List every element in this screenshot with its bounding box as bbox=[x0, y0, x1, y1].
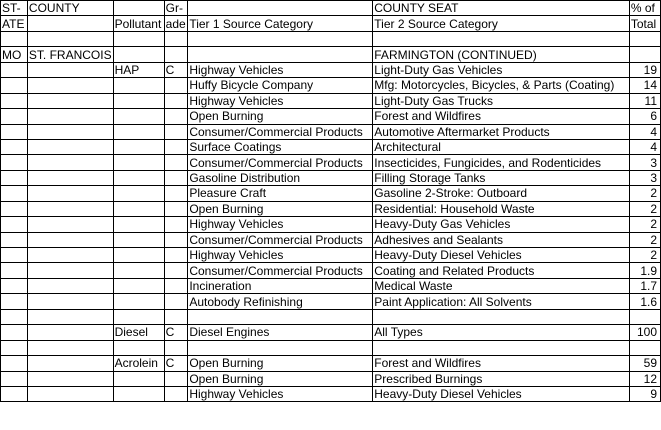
state-cell bbox=[1, 248, 28, 263]
county-cell bbox=[27, 155, 113, 170]
tier1-cell: Open Burning bbox=[188, 109, 373, 124]
tier1-cell: Consumer/Commercial Products bbox=[188, 263, 373, 278]
percent-cell: 2 bbox=[629, 201, 660, 216]
state-cell bbox=[1, 155, 28, 170]
grade-cell bbox=[164, 124, 188, 139]
county-cell bbox=[27, 186, 113, 201]
pollutant-cell bbox=[113, 278, 164, 293]
tier2-cell: Filling Storage Tanks bbox=[373, 170, 630, 185]
state-cell bbox=[1, 340, 28, 355]
tier2-cell bbox=[373, 309, 630, 324]
county-cell bbox=[27, 31, 113, 46]
grade-cell bbox=[164, 309, 188, 324]
tier1-cell bbox=[188, 309, 373, 324]
tier2-cell: Medical Waste bbox=[373, 278, 630, 293]
tier2-cell bbox=[373, 340, 630, 355]
percent-cell: 11 bbox=[629, 93, 660, 108]
county-cell: COUNTY bbox=[27, 1, 113, 16]
pollutant-cell bbox=[113, 155, 164, 170]
percent-cell bbox=[629, 340, 660, 355]
percent-cell: Total bbox=[629, 16, 660, 31]
county-cell bbox=[27, 170, 113, 185]
grade-cell bbox=[164, 31, 188, 46]
tier1-cell: Highway Vehicles bbox=[188, 93, 373, 108]
grade-cell: ade bbox=[164, 16, 188, 31]
pollutant-cell bbox=[113, 93, 164, 108]
tier2-cell: Forest and Wildfires bbox=[373, 356, 630, 371]
state-cell bbox=[1, 78, 28, 93]
county-cell bbox=[27, 78, 113, 93]
pollutant-cell bbox=[113, 139, 164, 154]
table-row bbox=[1, 124, 661, 139]
tier2-cell bbox=[373, 31, 630, 46]
tier2-cell: Gasoline 2-Stroke: Outboard bbox=[373, 186, 630, 201]
county-cell bbox=[27, 232, 113, 247]
tier1-cell: Surface Coatings bbox=[188, 139, 373, 154]
tier1-cell: Autobody Refinishing bbox=[188, 294, 373, 309]
percent-cell: 14 bbox=[629, 78, 660, 93]
county-cell bbox=[27, 294, 113, 309]
state-cell bbox=[1, 278, 28, 293]
percent-cell: 1.6 bbox=[629, 294, 660, 309]
state-cell bbox=[1, 93, 28, 108]
state-cell bbox=[1, 201, 28, 216]
tier2-cell: Mfg: Motorcycles, Bicycles, & Parts (Coating) bbox=[373, 78, 630, 93]
county-cell bbox=[27, 371, 113, 386]
table-row bbox=[1, 309, 661, 324]
pollutant-cell bbox=[113, 294, 164, 309]
percent-cell: 2 bbox=[629, 232, 660, 247]
percent-cell: 4 bbox=[629, 139, 660, 154]
county-cell: ST. FRANCOIS bbox=[28, 47, 112, 62]
tier1-cell: Gasoline Distribution bbox=[188, 170, 373, 185]
table-row bbox=[1, 248, 661, 263]
county-cell bbox=[27, 124, 113, 139]
state-cell bbox=[1, 371, 28, 386]
table-row bbox=[1, 325, 661, 340]
tier2-cell: Heavy-Duty Diesel Vehicles bbox=[373, 248, 630, 263]
tier2-cell: Heavy-Duty Gas Vehicles bbox=[373, 217, 630, 232]
table-row bbox=[1, 186, 661, 201]
state-cell bbox=[1, 325, 28, 340]
grade-cell bbox=[164, 170, 188, 185]
table-row bbox=[1, 139, 661, 154]
tier1-cell bbox=[188, 47, 373, 62]
pollutant-cell bbox=[113, 263, 164, 278]
state-cell bbox=[1, 170, 28, 185]
table-row bbox=[1, 232, 661, 247]
state-cell bbox=[1, 294, 28, 309]
tier2-cell: Insecticides, Fungicides, and Rodenticides bbox=[373, 155, 630, 170]
table-row bbox=[1, 386, 661, 401]
grade-cell bbox=[164, 139, 188, 154]
county-cell bbox=[27, 109, 113, 124]
tier2-cell: Forest and Wildfires bbox=[373, 109, 630, 124]
county-cell bbox=[27, 278, 113, 293]
percent-cell: 12 bbox=[629, 371, 660, 386]
pollutant-cell bbox=[113, 124, 164, 139]
pollutant-cell bbox=[113, 386, 164, 401]
tier1-cell: Highway Vehicles bbox=[188, 217, 373, 232]
tier2-cell: Prescribed Burnings bbox=[373, 371, 630, 386]
state-cell bbox=[1, 186, 28, 201]
tier1-cell: Open Burning bbox=[188, 356, 373, 371]
percent-cell: % of bbox=[629, 1, 660, 16]
percent-cell bbox=[629, 47, 660, 62]
percent-cell: 9 bbox=[629, 386, 660, 401]
table-row bbox=[1, 201, 661, 216]
state-cell bbox=[1, 139, 28, 154]
header-row bbox=[1, 1, 661, 16]
pollutant-cell bbox=[113, 232, 164, 247]
tier1-cell: Pleasure Craft bbox=[188, 186, 373, 201]
state-cell bbox=[1, 124, 28, 139]
grade-cell bbox=[164, 93, 188, 108]
county-cell bbox=[27, 386, 113, 401]
state-cell: ST- bbox=[1, 1, 28, 16]
state-cell: MO bbox=[1, 47, 28, 62]
pollutant-cell: HAP bbox=[113, 62, 164, 77]
grade-cell bbox=[164, 232, 188, 247]
state-cell bbox=[1, 232, 28, 247]
pollutant-cell: Pollutant bbox=[113, 16, 164, 31]
state-cell bbox=[1, 263, 28, 278]
table-row bbox=[1, 217, 661, 232]
table-row bbox=[1, 47, 661, 62]
county-cell bbox=[27, 62, 113, 77]
table-row bbox=[1, 78, 661, 93]
tier1-cell: Diesel Engines bbox=[188, 325, 373, 340]
percent-cell: 4 bbox=[629, 124, 660, 139]
grade-cell bbox=[164, 371, 188, 386]
percent-cell bbox=[629, 309, 660, 324]
grade-cell bbox=[164, 78, 188, 93]
grade-cell: C bbox=[164, 325, 188, 340]
county-cell bbox=[27, 217, 113, 232]
county-cell bbox=[27, 248, 113, 263]
tier1-cell: Consumer/Commercial Products bbox=[188, 232, 373, 247]
grade-cell bbox=[164, 294, 188, 309]
grade-cell bbox=[164, 109, 188, 124]
tier2-cell: COUNTY SEAT bbox=[373, 1, 630, 16]
tier1-cell: Open Burning bbox=[188, 371, 373, 386]
pollutant-cell bbox=[113, 248, 164, 263]
percent-cell: 100 bbox=[629, 325, 660, 340]
tier2-cell: All Types bbox=[373, 325, 630, 340]
grade-cell bbox=[164, 340, 188, 355]
grade-cell bbox=[164, 248, 188, 263]
state-cell bbox=[1, 356, 28, 371]
pollutant-cell bbox=[113, 1, 164, 16]
tier1-cell bbox=[188, 340, 373, 355]
tier2-cell: Tier 2 Source Category bbox=[373, 16, 630, 31]
pollutant-cell bbox=[113, 78, 164, 93]
county-cell bbox=[27, 263, 113, 278]
table-row bbox=[1, 356, 661, 371]
tier1-cell: Highway Vehicles bbox=[188, 248, 373, 263]
state-cell bbox=[1, 62, 28, 77]
tier2-cell: Coating and Related Products bbox=[373, 263, 630, 278]
table-row bbox=[1, 62, 661, 77]
grade-cell bbox=[164, 201, 188, 216]
percent-cell: 3 bbox=[629, 170, 660, 185]
pollutant-cell bbox=[113, 109, 164, 124]
tier2-cell: Automotive Aftermarket Products bbox=[373, 124, 630, 139]
tier2-cell: Residential: Household Waste bbox=[373, 201, 630, 216]
grade-cell bbox=[164, 386, 188, 401]
percent-cell: 2 bbox=[629, 248, 660, 263]
tier2-cell: Adhesives and Sealants bbox=[373, 232, 630, 247]
state-cell bbox=[1, 217, 28, 232]
table-row bbox=[1, 31, 661, 46]
tier1-cell: Consumer/Commercial Products bbox=[188, 155, 373, 170]
tier1-cell bbox=[188, 1, 373, 16]
percent-cell: 19 bbox=[629, 62, 660, 77]
table-row bbox=[1, 263, 661, 278]
tier2-cell: Heavy-Duty Diesel Vehicles bbox=[373, 386, 630, 401]
county-cell bbox=[27, 325, 113, 340]
tier2-cell: Architectural bbox=[373, 139, 630, 154]
tier1-cell: Tier 1 Source Category bbox=[188, 16, 373, 31]
percent-cell bbox=[629, 31, 660, 46]
percent-cell: 3 bbox=[629, 155, 660, 170]
table-row bbox=[1, 109, 661, 124]
grade-cell bbox=[164, 155, 188, 170]
table-row bbox=[1, 155, 661, 170]
tier1-cell: Incineration bbox=[188, 278, 373, 293]
percent-cell: 6 bbox=[629, 109, 660, 124]
county-cell bbox=[27, 201, 113, 216]
state-cell bbox=[1, 31, 28, 46]
pollutant-cell bbox=[113, 170, 164, 185]
county-cell bbox=[27, 93, 113, 108]
tier1-cell: Consumer/Commercial Products bbox=[188, 124, 373, 139]
grade-cell bbox=[164, 263, 188, 278]
tier2-cell: FARMINGTON (CONTINUED) bbox=[373, 47, 630, 62]
percent-cell: 1.9 bbox=[629, 263, 660, 278]
state-cell bbox=[1, 109, 28, 124]
state-cell bbox=[1, 309, 28, 324]
state-cell bbox=[1, 386, 28, 401]
pollutant-cell bbox=[113, 31, 164, 46]
pollutant-cell bbox=[113, 186, 164, 201]
county-cell bbox=[27, 356, 113, 371]
percent-cell: 2 bbox=[629, 186, 660, 201]
tier2-cell: Light-Duty Gas Trucks bbox=[373, 93, 630, 108]
header-row bbox=[1, 16, 661, 31]
pollutant-cell bbox=[113, 201, 164, 216]
pollutant-cell bbox=[113, 217, 164, 232]
grade-cell: Gr- bbox=[164, 1, 188, 16]
pollutant-cell bbox=[113, 371, 164, 386]
tier1-cell: Huffy Bicycle Company bbox=[188, 78, 373, 93]
table-row bbox=[1, 294, 661, 309]
pollutant-cell: Diesel bbox=[113, 325, 164, 340]
table-row bbox=[1, 170, 661, 185]
tier1-cell: Highway Vehicles bbox=[188, 386, 373, 401]
pollutant-cell bbox=[113, 340, 164, 355]
grade-cell bbox=[164, 217, 188, 232]
tier1-cell: Highway Vehicles bbox=[188, 62, 373, 77]
tier2-cell: Light-Duty Gas Vehicles bbox=[373, 62, 630, 77]
tier1-cell: Open Burning bbox=[188, 201, 373, 216]
table-row bbox=[1, 371, 661, 386]
county-cell bbox=[27, 139, 113, 154]
table-row bbox=[1, 93, 661, 108]
emissions-table-body bbox=[1, 1, 661, 402]
tier1-cell bbox=[188, 31, 373, 46]
percent-cell: 1.7 bbox=[629, 278, 660, 293]
table-row bbox=[1, 278, 661, 293]
percent-cell: 59 bbox=[629, 356, 660, 371]
grade-cell bbox=[164, 278, 188, 293]
grade-cell: C bbox=[164, 62, 188, 77]
percent-cell: 2 bbox=[629, 217, 660, 232]
grade-cell: C bbox=[164, 356, 188, 371]
state-cell: ATE bbox=[1, 16, 28, 31]
county-cell bbox=[27, 309, 113, 324]
grade-cell bbox=[164, 47, 188, 62]
county-cell bbox=[27, 340, 113, 355]
pollutant-cell bbox=[113, 309, 164, 324]
table-row bbox=[1, 340, 661, 355]
pollutant-cell: Acrolein bbox=[113, 356, 164, 371]
county-cell bbox=[27, 16, 113, 31]
pollutant-cell bbox=[113, 47, 164, 62]
tier2-cell: Paint Application: All Solvents bbox=[373, 294, 630, 309]
grade-cell bbox=[164, 186, 188, 201]
